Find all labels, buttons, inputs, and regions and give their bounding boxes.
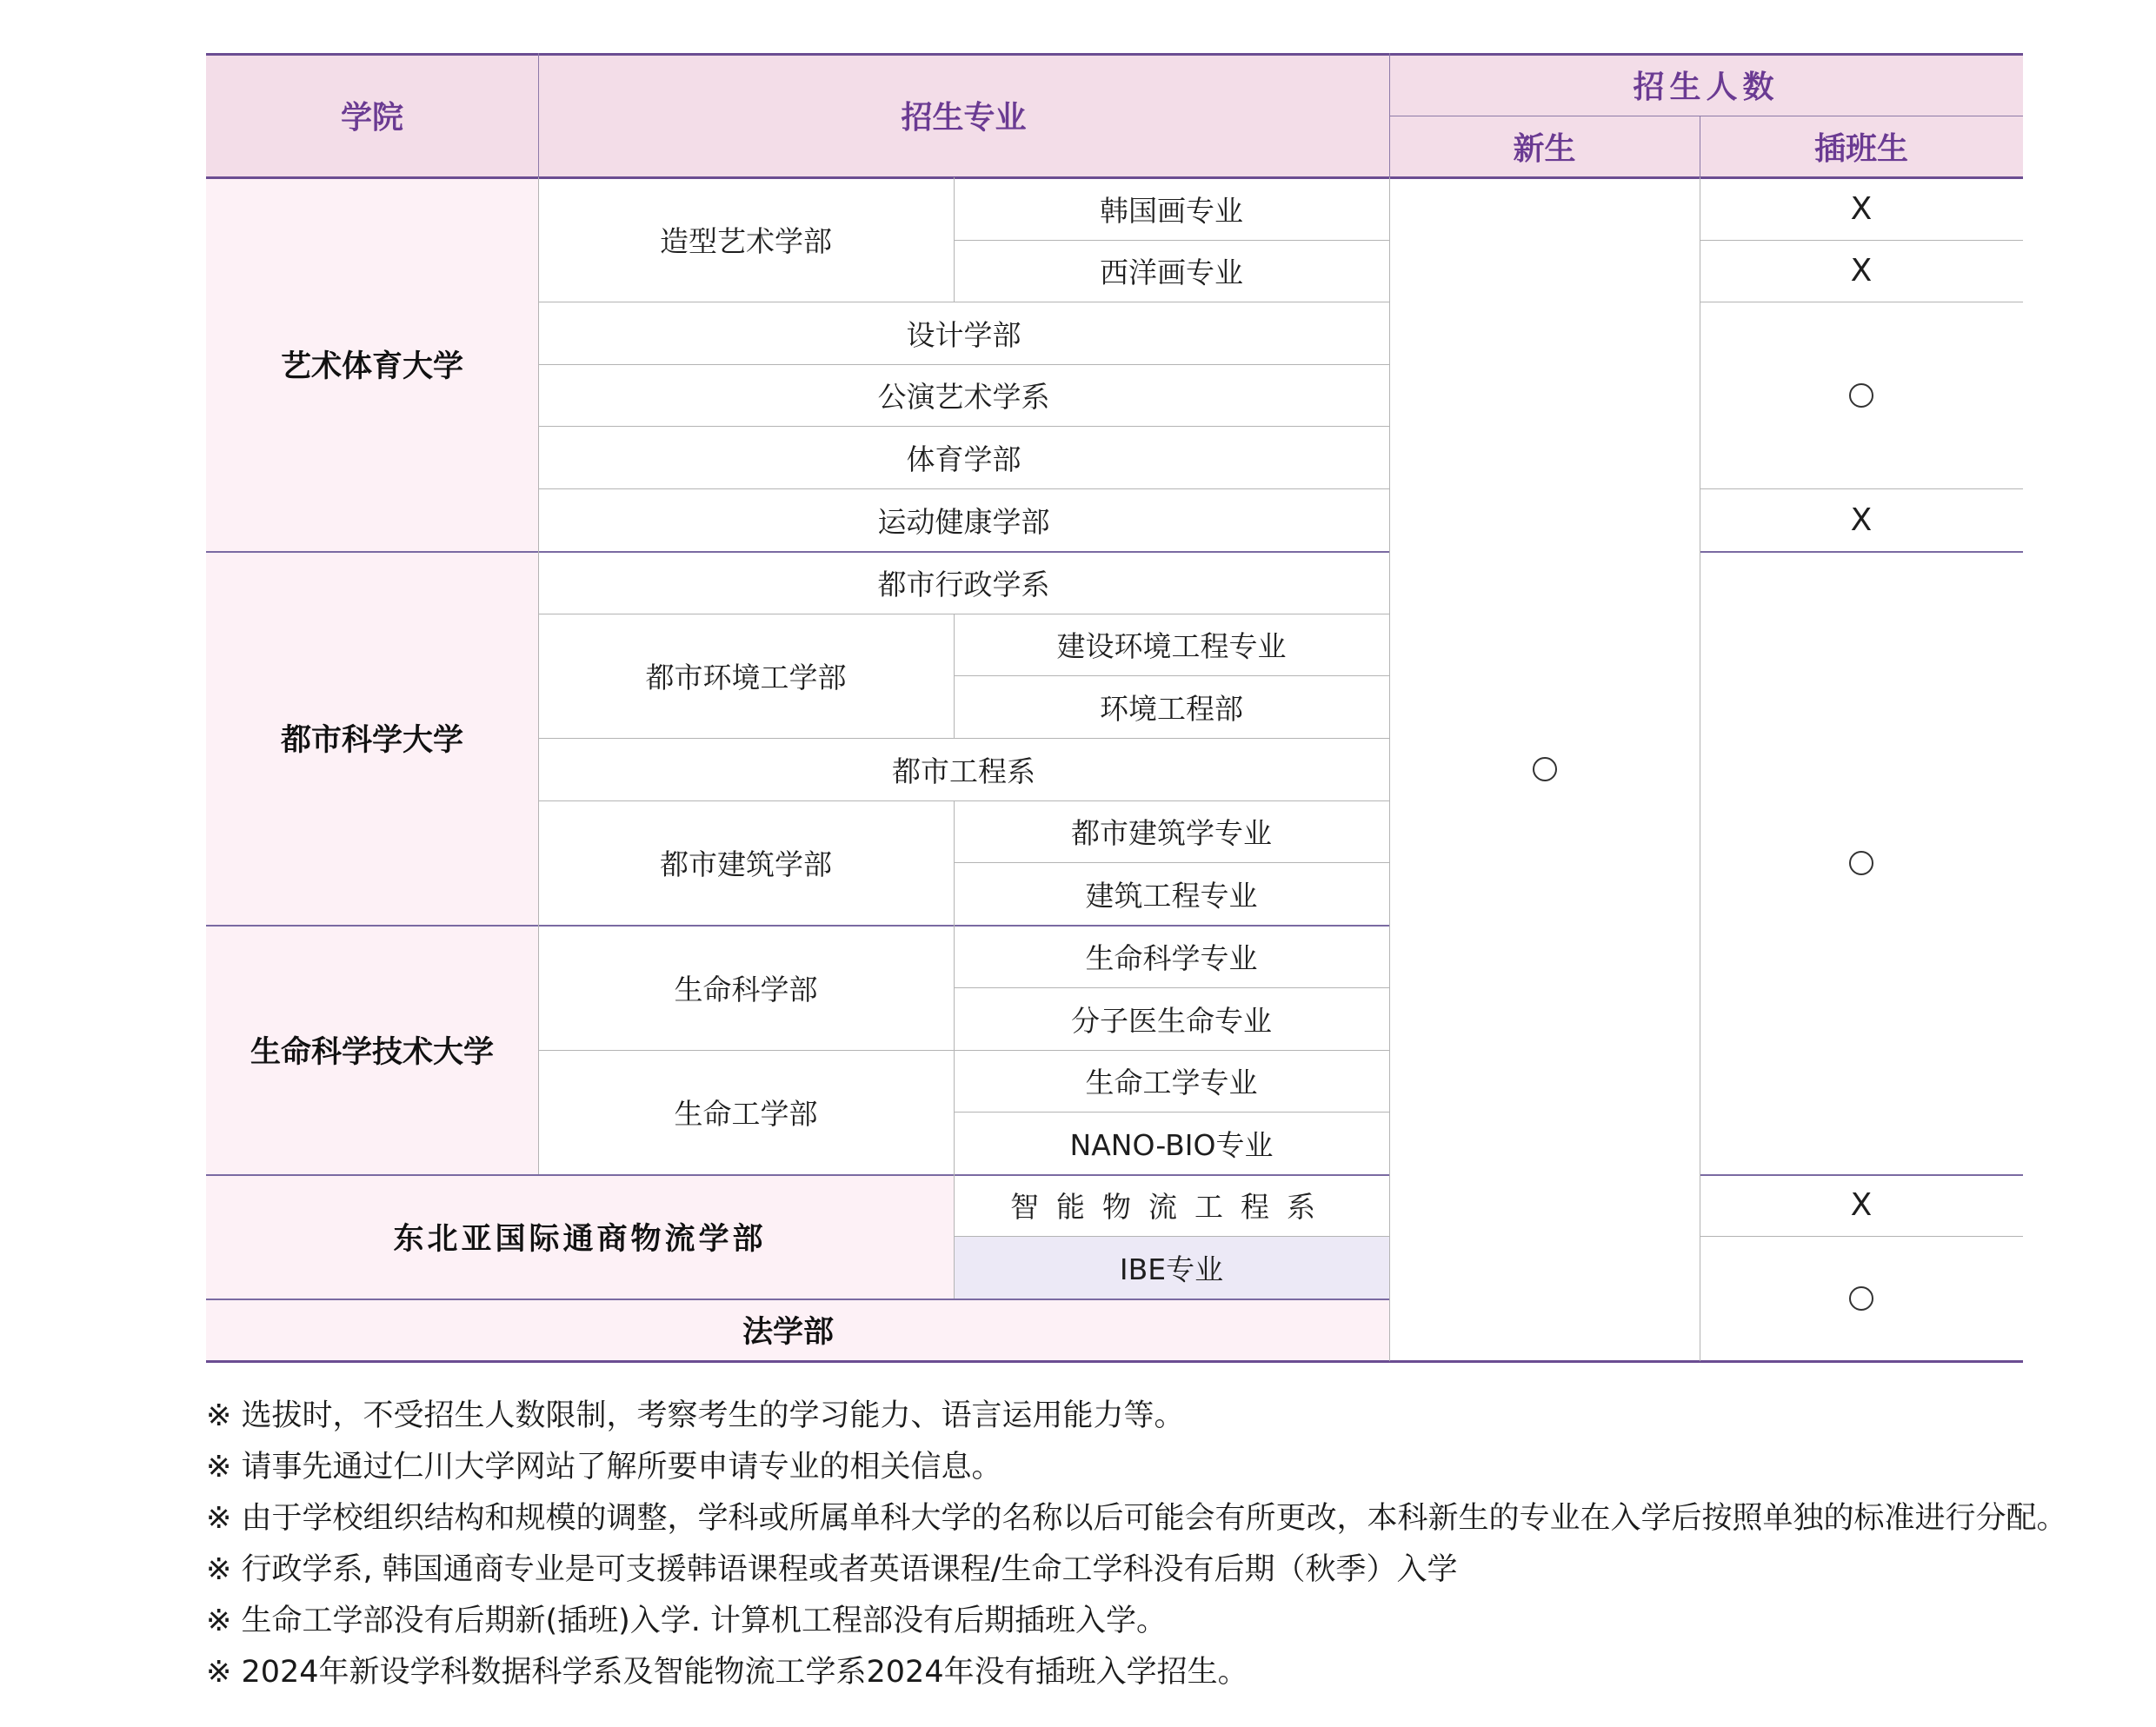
dept-life-science: 生命科学部 <box>538 925 954 1050</box>
major-ibe: IBE专业 <box>954 1236 1389 1299</box>
note-item: ※ 选拔时，不受招生人数限制，考察考生的学习能力、语言运用能力等。 <box>206 1398 1185 1433</box>
vrule <box>954 177 955 302</box>
rule <box>538 1050 1389 1051</box>
header-major: 招生专业 <box>538 53 1389 177</box>
rule-section <box>1700 1174 2023 1176</box>
major-construction-env: 建设环境工程专业 <box>954 614 1389 675</box>
header-transfer: 插班生 <box>1700 116 2023 177</box>
rule <box>1700 240 2023 241</box>
transfer-korean-painting: X <box>1700 177 2023 240</box>
rule-header-bottom <box>206 176 2023 179</box>
dept-fine-arts: 造型艺术学部 <box>538 177 954 302</box>
transfer-sports-health: X <box>1700 488 2023 551</box>
major-life-science: 生命科学专业 <box>954 925 1389 987</box>
college-law: 法学部 <box>206 1299 1389 1361</box>
note-item: ※ 请事先通过仁川大学网站了解所要申请专业的相关信息。 <box>206 1450 1002 1485</box>
major-urban-architecture: 都市建筑学专业 <box>954 800 1389 862</box>
vrule <box>954 614 955 738</box>
rule <box>954 862 1389 863</box>
rule <box>954 675 1389 676</box>
freshman-all <box>1389 177 1700 1361</box>
major-western-painting: 西洋画专业 <box>954 240 1389 302</box>
rule <box>954 1112 1389 1113</box>
dept-sports-health: 运动健康学部 <box>538 488 1389 551</box>
circle-icon <box>1533 757 1557 781</box>
rule <box>538 738 1389 739</box>
rule <box>954 1236 1389 1237</box>
transfer-urban-life <box>1700 551 2023 1174</box>
circle-icon <box>1849 851 1873 875</box>
note-item: ※ 生命工学部没有后期新(插班)入学. 计算机工程部没有后期插班入学。 <box>206 1604 1168 1638</box>
vrule <box>1389 53 1390 177</box>
rule <box>954 240 1389 241</box>
circle-icon <box>1849 1286 1873 1311</box>
rule <box>1700 488 2023 489</box>
transfer-design-to-pe <box>1700 302 2023 488</box>
rule-section <box>1700 551 2023 553</box>
college-life-science-tech: 生命科学技术大学 <box>206 925 538 1174</box>
note-item: ※ 行政学系, 韩国通商专业是可支援韩语课程或者英语课程/生命工学科没有后期（秋季）入学 <box>206 1552 1458 1587</box>
college-urban-science: 都市科学大学 <box>206 551 538 925</box>
vrule <box>538 53 539 177</box>
rule <box>538 364 1389 365</box>
college-arts-sports: 艺术体育大学 <box>206 177 538 551</box>
major-environmental-eng: 环境工程部 <box>954 675 1389 738</box>
major-korean-painting: 韩国画专业 <box>954 177 1389 240</box>
dept-life-engineering: 生命工学部 <box>538 1050 954 1174</box>
major-nano-bio: NANO-BIO专业 <box>954 1112 1389 1174</box>
header-quota: 招生人数 <box>1389 53 2023 116</box>
notes <box>206 1391 2075 1698</box>
rule <box>954 987 1389 988</box>
dept-urban-environment: 都市环境工学部 <box>538 614 954 738</box>
rule-section <box>206 1174 1389 1176</box>
dept-urban-architecture: 都市建筑学部 <box>538 800 954 925</box>
rule-section <box>206 925 1389 927</box>
dept-physical-education: 体育学部 <box>538 426 1389 488</box>
major-smart-logistics: 智能物流工程系 <box>954 1174 1389 1236</box>
rule <box>538 800 1389 801</box>
transfer-smart-logistics: X <box>1700 1174 2023 1236</box>
dept-urban-engineering: 都市工程系 <box>538 738 1389 800</box>
rule <box>538 426 1389 427</box>
header-freshman: 新生 <box>1389 116 1700 177</box>
transfer-western-painting: X <box>1700 240 2023 302</box>
transfer-ibe-law <box>1700 1236 2023 1361</box>
note-item: ※ 由于学校组织结构和规模的调整，学科或所属单科大学的名称以后可能会有所更改，本科新生的专业在入学后按照单独的标准进行分配。 <box>206 1501 2067 1536</box>
vrule <box>954 800 955 1299</box>
dept-design: 设计学部 <box>538 302 1389 364</box>
major-molecular-medical: 分子医生命专业 <box>954 987 1389 1050</box>
dept-performing-arts: 公演艺术学系 <box>538 364 1389 426</box>
rule-top <box>206 53 2023 56</box>
rule-section <box>206 551 1389 553</box>
major-architectural-eng: 建筑工程专业 <box>954 862 1389 925</box>
rule <box>1700 1236 2023 1237</box>
circle-icon <box>1849 383 1873 408</box>
rule-bottom <box>206 1360 2023 1363</box>
college-northeast-asia: 东北亚国际通商物流学部 <box>206 1174 954 1299</box>
admission-table <box>206 53 2023 1363</box>
note-item: ※ 2024年新设学科数据科学系及智能物流工学系2024年没有插班入学招生。 <box>206 1655 1248 1690</box>
major-life-engineering: 生命工学专业 <box>954 1050 1389 1112</box>
dept-urban-admin: 都市行政学系 <box>538 551 1389 614</box>
vrule <box>1389 177 1390 1361</box>
rule-section <box>206 1299 1389 1300</box>
header-college: 学院 <box>206 53 538 177</box>
vrule <box>538 177 539 1174</box>
rule <box>538 488 1389 489</box>
